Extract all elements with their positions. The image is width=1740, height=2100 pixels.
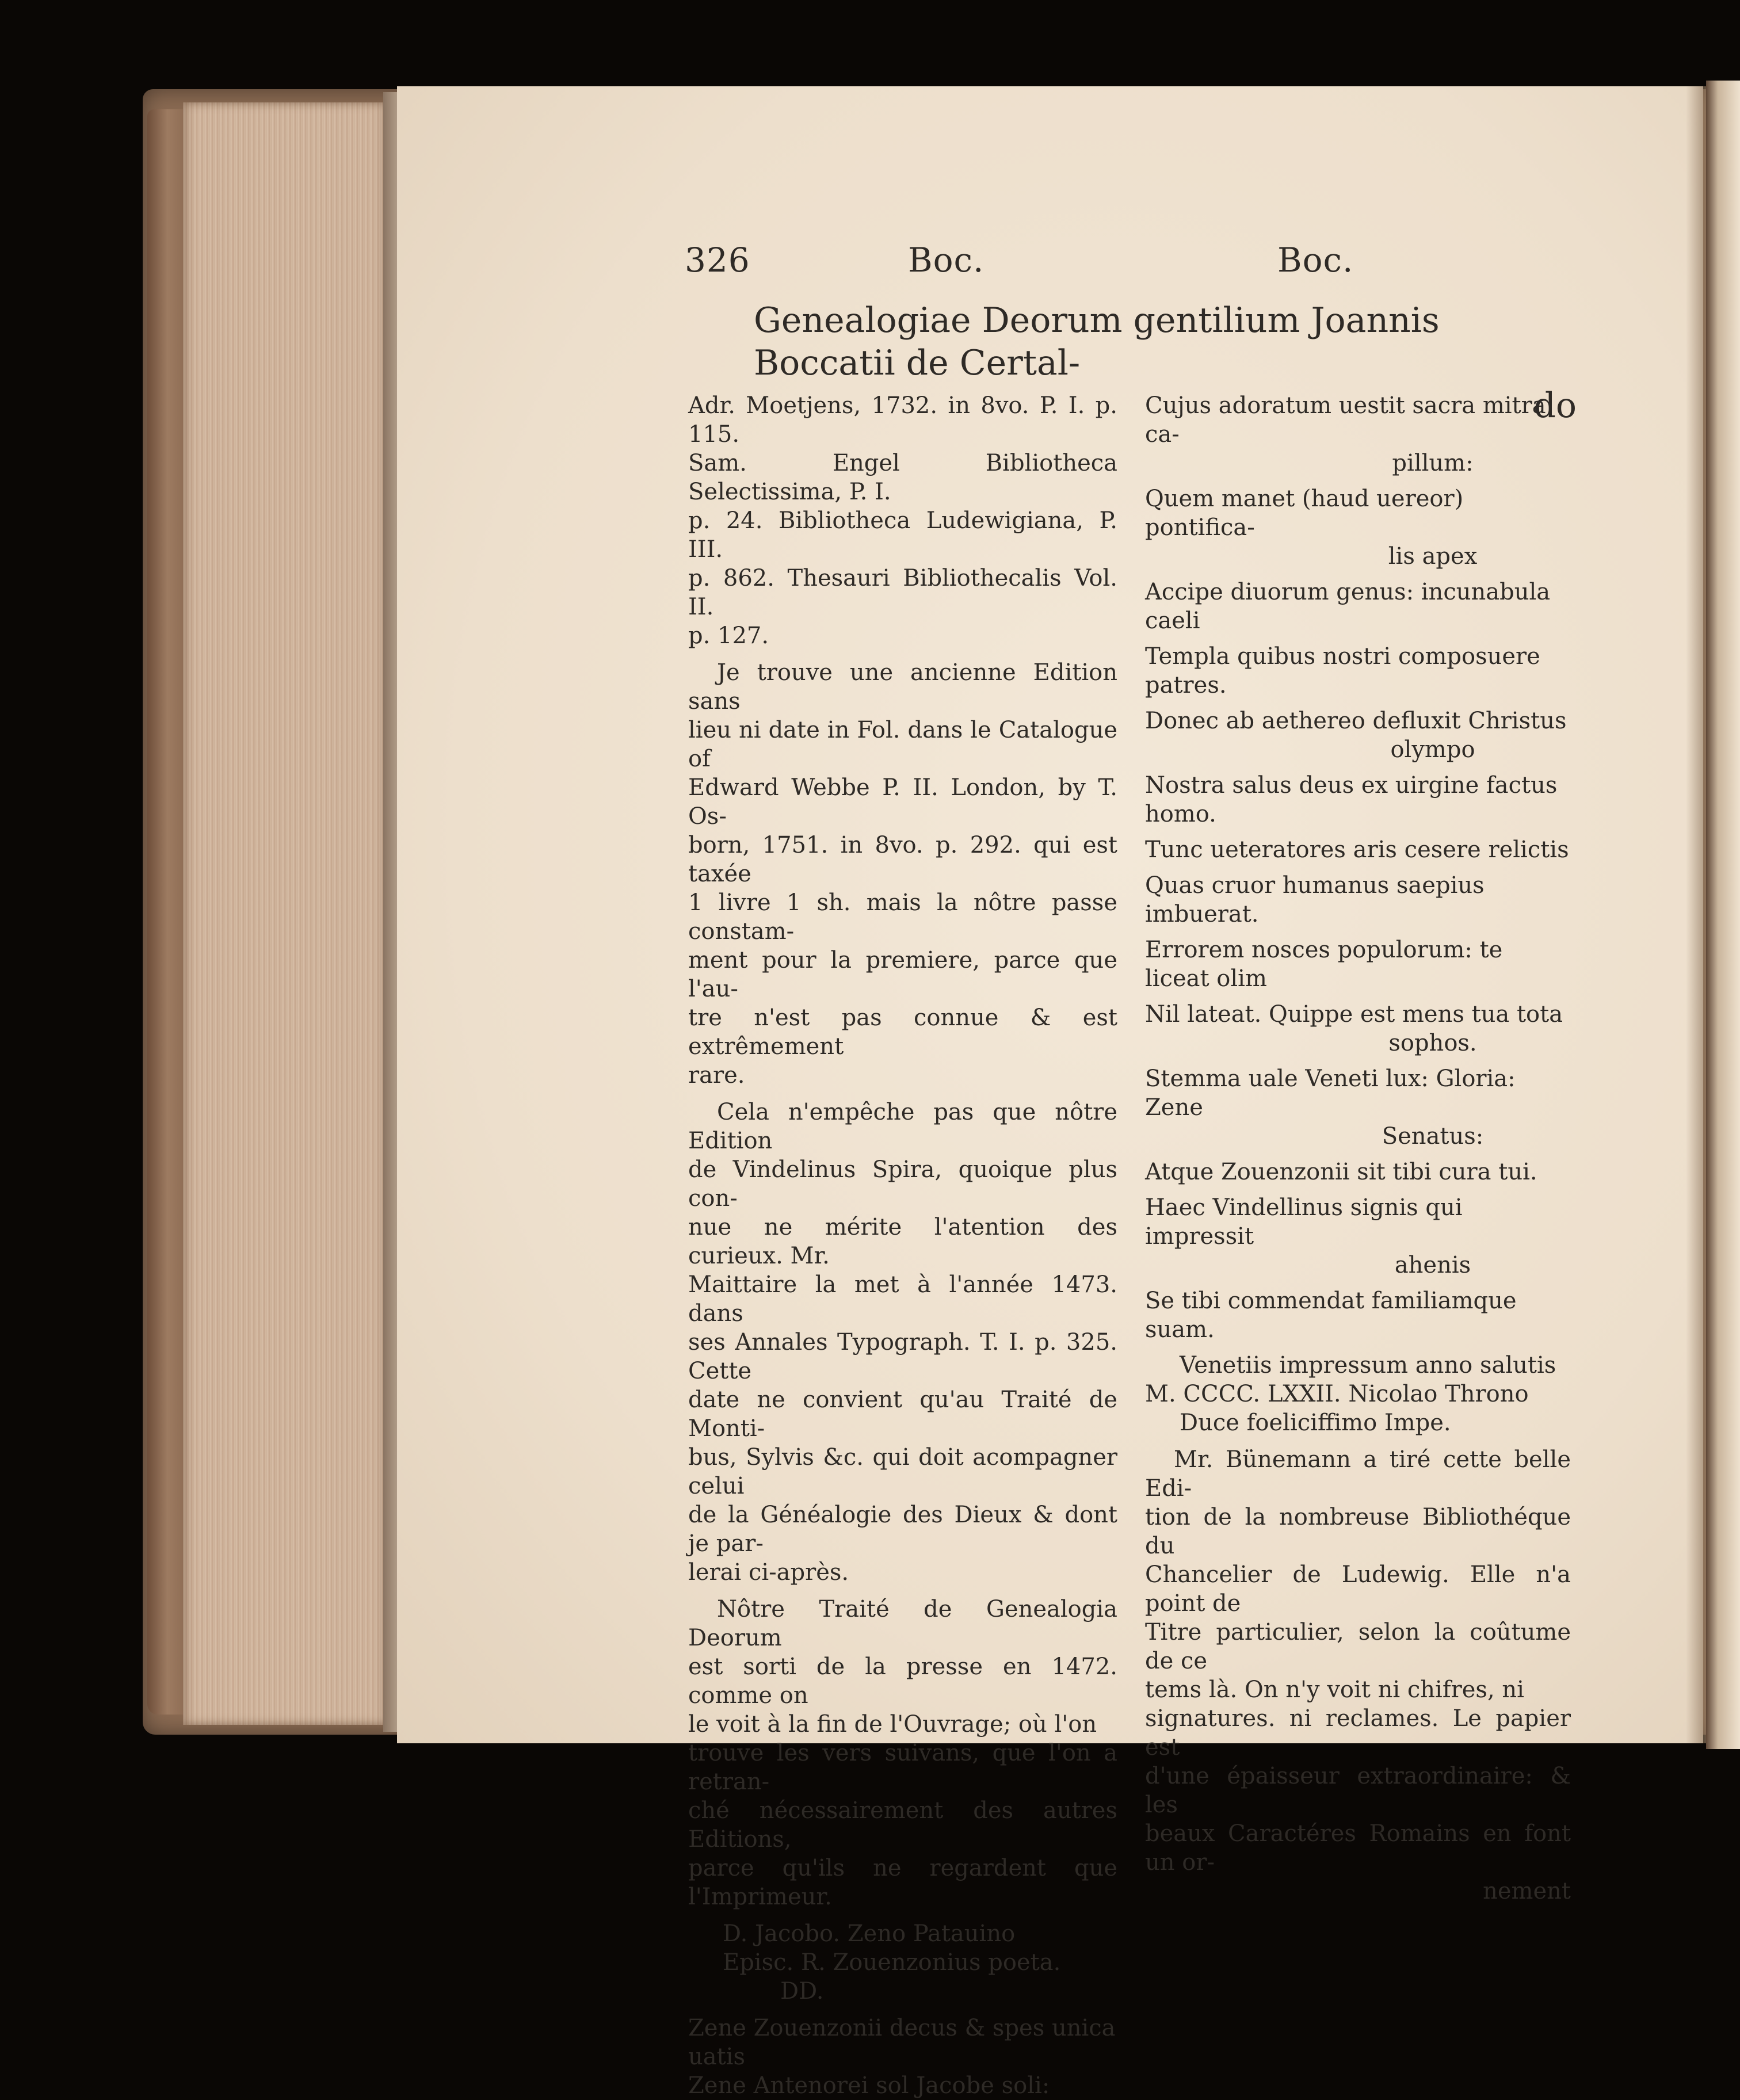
text-line: Cujus adoratum uestit sacra mitra ca- (1145, 392, 1546, 448)
text-line: beaux Caractéres Romains en font un or- (1145, 1820, 1571, 1876)
text-line: Adr. Moetjens, 1732. in 8vo. P. I. p. 115. (688, 392, 1117, 448)
text-line: ment pour la premiere, parce que l'au- (688, 947, 1117, 1002)
right-column (1145, 391, 1571, 1914)
text-line: born, 1751. in 8vo. p. 292. qui est taxée (688, 832, 1117, 887)
text-line: signatures. ni reclames. Le papier est (1145, 1705, 1571, 1761)
text-line: Maittaire la met à l'année 1473. dans (688, 1272, 1117, 1327)
dedication (688, 1919, 1117, 2006)
verse-line (1145, 578, 1571, 635)
text-line: parce qu'ils ne regardent que l'Imprimeur. (688, 1855, 1117, 1910)
title-line-2: do (1533, 385, 1577, 426)
text-line: lerai ci-après. (688, 1559, 849, 1586)
text-line: Nil lateat. Quippe est mens tua tota (1145, 1001, 1563, 1028)
verse-line (1145, 1064, 1571, 1151)
text-line: Stemma uale Veneti lux: Gloria: Zene (1145, 1066, 1516, 1121)
text-line: Duce foeliciffimo Impe. (1180, 1410, 1451, 1436)
text-line: Titre particulier, selon la coûtume de ce (1145, 1619, 1571, 1674)
text-line: ché nécessairement des autres Editions, (688, 1797, 1117, 1853)
page-number: 326 (685, 240, 750, 280)
text-line: olympo (1390, 736, 1475, 763)
references (688, 391, 1117, 650)
text-line: Zene Zouenzonii decus & spes unica uatis (688, 2015, 1116, 2070)
text-line: trouve les vers suivans, que l'on a retran- (688, 1740, 1117, 1795)
final-paragraph (1145, 1445, 1571, 1906)
text-line: Haec Vindellinus signis qui impressit (1145, 1194, 1463, 1250)
text-line: bus, Sylvis &c. qui doit acompagner celui (688, 1444, 1117, 1499)
text-line: nement (1483, 1878, 1571, 1904)
text-line: Templa quibus nostri composuere patres. (1145, 643, 1540, 698)
running-head-right: Boc. (1277, 240, 1354, 280)
text-line: 1 livre 1 sh. mais la nôtre passe constam- (688, 889, 1117, 945)
left-column (688, 391, 1117, 2100)
verse-line (1145, 771, 1571, 828)
text-line: d'une épaisseur extraordinaire: & les (1145, 1763, 1571, 1818)
paragraph-2 (688, 1098, 1117, 1587)
text-line: Sam. Engel Bibliotheca Selectissima, P. I. (688, 450, 1117, 505)
verse-line (1145, 1158, 1571, 1186)
text-line: p. 127. (688, 623, 769, 649)
text-line: Nostra salus deus ex uirgine factus homo. (1145, 772, 1558, 827)
verse-line (1145, 835, 1571, 864)
text-line: nue ne mérite l'atention des curieux. Mr. (688, 1214, 1117, 1269)
verse-line (1145, 391, 1571, 478)
running-head-left: Boc. (908, 240, 985, 280)
text-line: p. 24. Bibliotheca Ludewigiana, P. III. (688, 507, 1117, 563)
text-line: rare. (688, 1062, 745, 1089)
text-line: de la Généalogie des Dieux & dont je par- (688, 1502, 1117, 1557)
text-line: Se tibi commendat familiamque suam. (1145, 1288, 1517, 1343)
verse-line (1145, 707, 1571, 764)
text-line: tre n'est pas connue & est extrêmement (688, 1005, 1117, 1060)
verse-line (1145, 871, 1571, 929)
paragraph-3 (688, 1595, 1117, 1911)
text-line: pillum: (1392, 450, 1474, 476)
text-line: Episc. R. Zouenzonius poeta. (723, 1949, 1061, 1976)
text-line: Donec ab aethereo defluxit Christus (1145, 708, 1567, 734)
text-line: Nôtre Traité de Genealogia Deorum (688, 1596, 1117, 1651)
text-line: ses Annales Typograph. T. I. p. 325. Cette (688, 1329, 1117, 1384)
text-line: Venetiis impressum anno salutis (1180, 1352, 1556, 1379)
text-line: tems là. On n'y voit ni chifres, ni (1145, 1677, 1524, 1703)
text-line: tion de la nombreuse Bibliothéque du (1145, 1504, 1571, 1559)
paragraph-1 (688, 658, 1117, 1090)
text-line: Zene Antenorei sol Jacobe soli: (688, 2072, 1050, 2099)
text-line: Quas cruor humanus saepius imbuerat. (1145, 872, 1485, 927)
text-line: Edward Webbe P. II. London, by T. Os- (688, 774, 1117, 830)
text-line: Accipe diuorum genus: incunabula caeli (1145, 579, 1551, 634)
text-line: Errorem nosces populorum: te liceat olim (1145, 937, 1503, 992)
text-line: date ne convient qu'au Traité de Monti- (688, 1387, 1117, 1442)
verse-line (1145, 1286, 1571, 1344)
text-line: ahenis (1394, 1252, 1471, 1278)
verse-start (688, 2014, 1117, 2100)
verse-line (1145, 936, 1571, 993)
text-line: sophos. (1388, 1030, 1477, 1056)
text-line: Cela n'empêche pas que nôtre Edition (688, 1099, 1117, 1154)
text-line: de Vindelinus Spira, quoique plus con- (688, 1156, 1117, 1212)
text-line: DD. (780, 1978, 824, 2004)
text-line: lieu ni date in Fol. dans le Catalogue of (688, 717, 1117, 772)
text-line: Quem manet (haud uereor) pontifica- (1145, 486, 1464, 541)
verse-line (1145, 484, 1571, 571)
facing-page-edge (1706, 81, 1740, 1749)
title-line-1: Genealogiae Deorum gentilium Joannis Boccatii de Certal- (754, 300, 1440, 383)
text-line: lis apex (1388, 543, 1478, 570)
text-line: M. CCCC. LXXII. Nicolao Throno (1145, 1381, 1529, 1407)
text-line: Tunc ueteratores aris cesere relictis (1145, 837, 1569, 863)
page-edges (183, 102, 390, 1725)
text-line: Atque Zouenzonii sit tibi cura tui. (1145, 1159, 1537, 1185)
text-line: Je trouve une ancienne Edition sans (688, 659, 1117, 715)
verse-line (1145, 642, 1571, 700)
text-line: D. Jacobo. Zeno Patauino (723, 1920, 1016, 1947)
text-line: Senatus: (1382, 1123, 1484, 1150)
text-line: Chancelier de Ludewig. Elle n'a point de (1145, 1561, 1571, 1617)
text-line: p. 862. Thesauri Bibliothecalis Vol. II. (688, 565, 1117, 620)
text-line: Mr. Bünemann a tiré cette belle Edi- (1145, 1446, 1571, 1502)
colophon (1145, 1351, 1571, 1437)
verse-line (1145, 1193, 1571, 1280)
text-line: est sorti de la presse en 1472. comme on (688, 1654, 1117, 1709)
verse-line (1145, 1000, 1571, 1057)
text-line: le voit à la fin de l'Ouvrage; où l'on (688, 1711, 1097, 1738)
